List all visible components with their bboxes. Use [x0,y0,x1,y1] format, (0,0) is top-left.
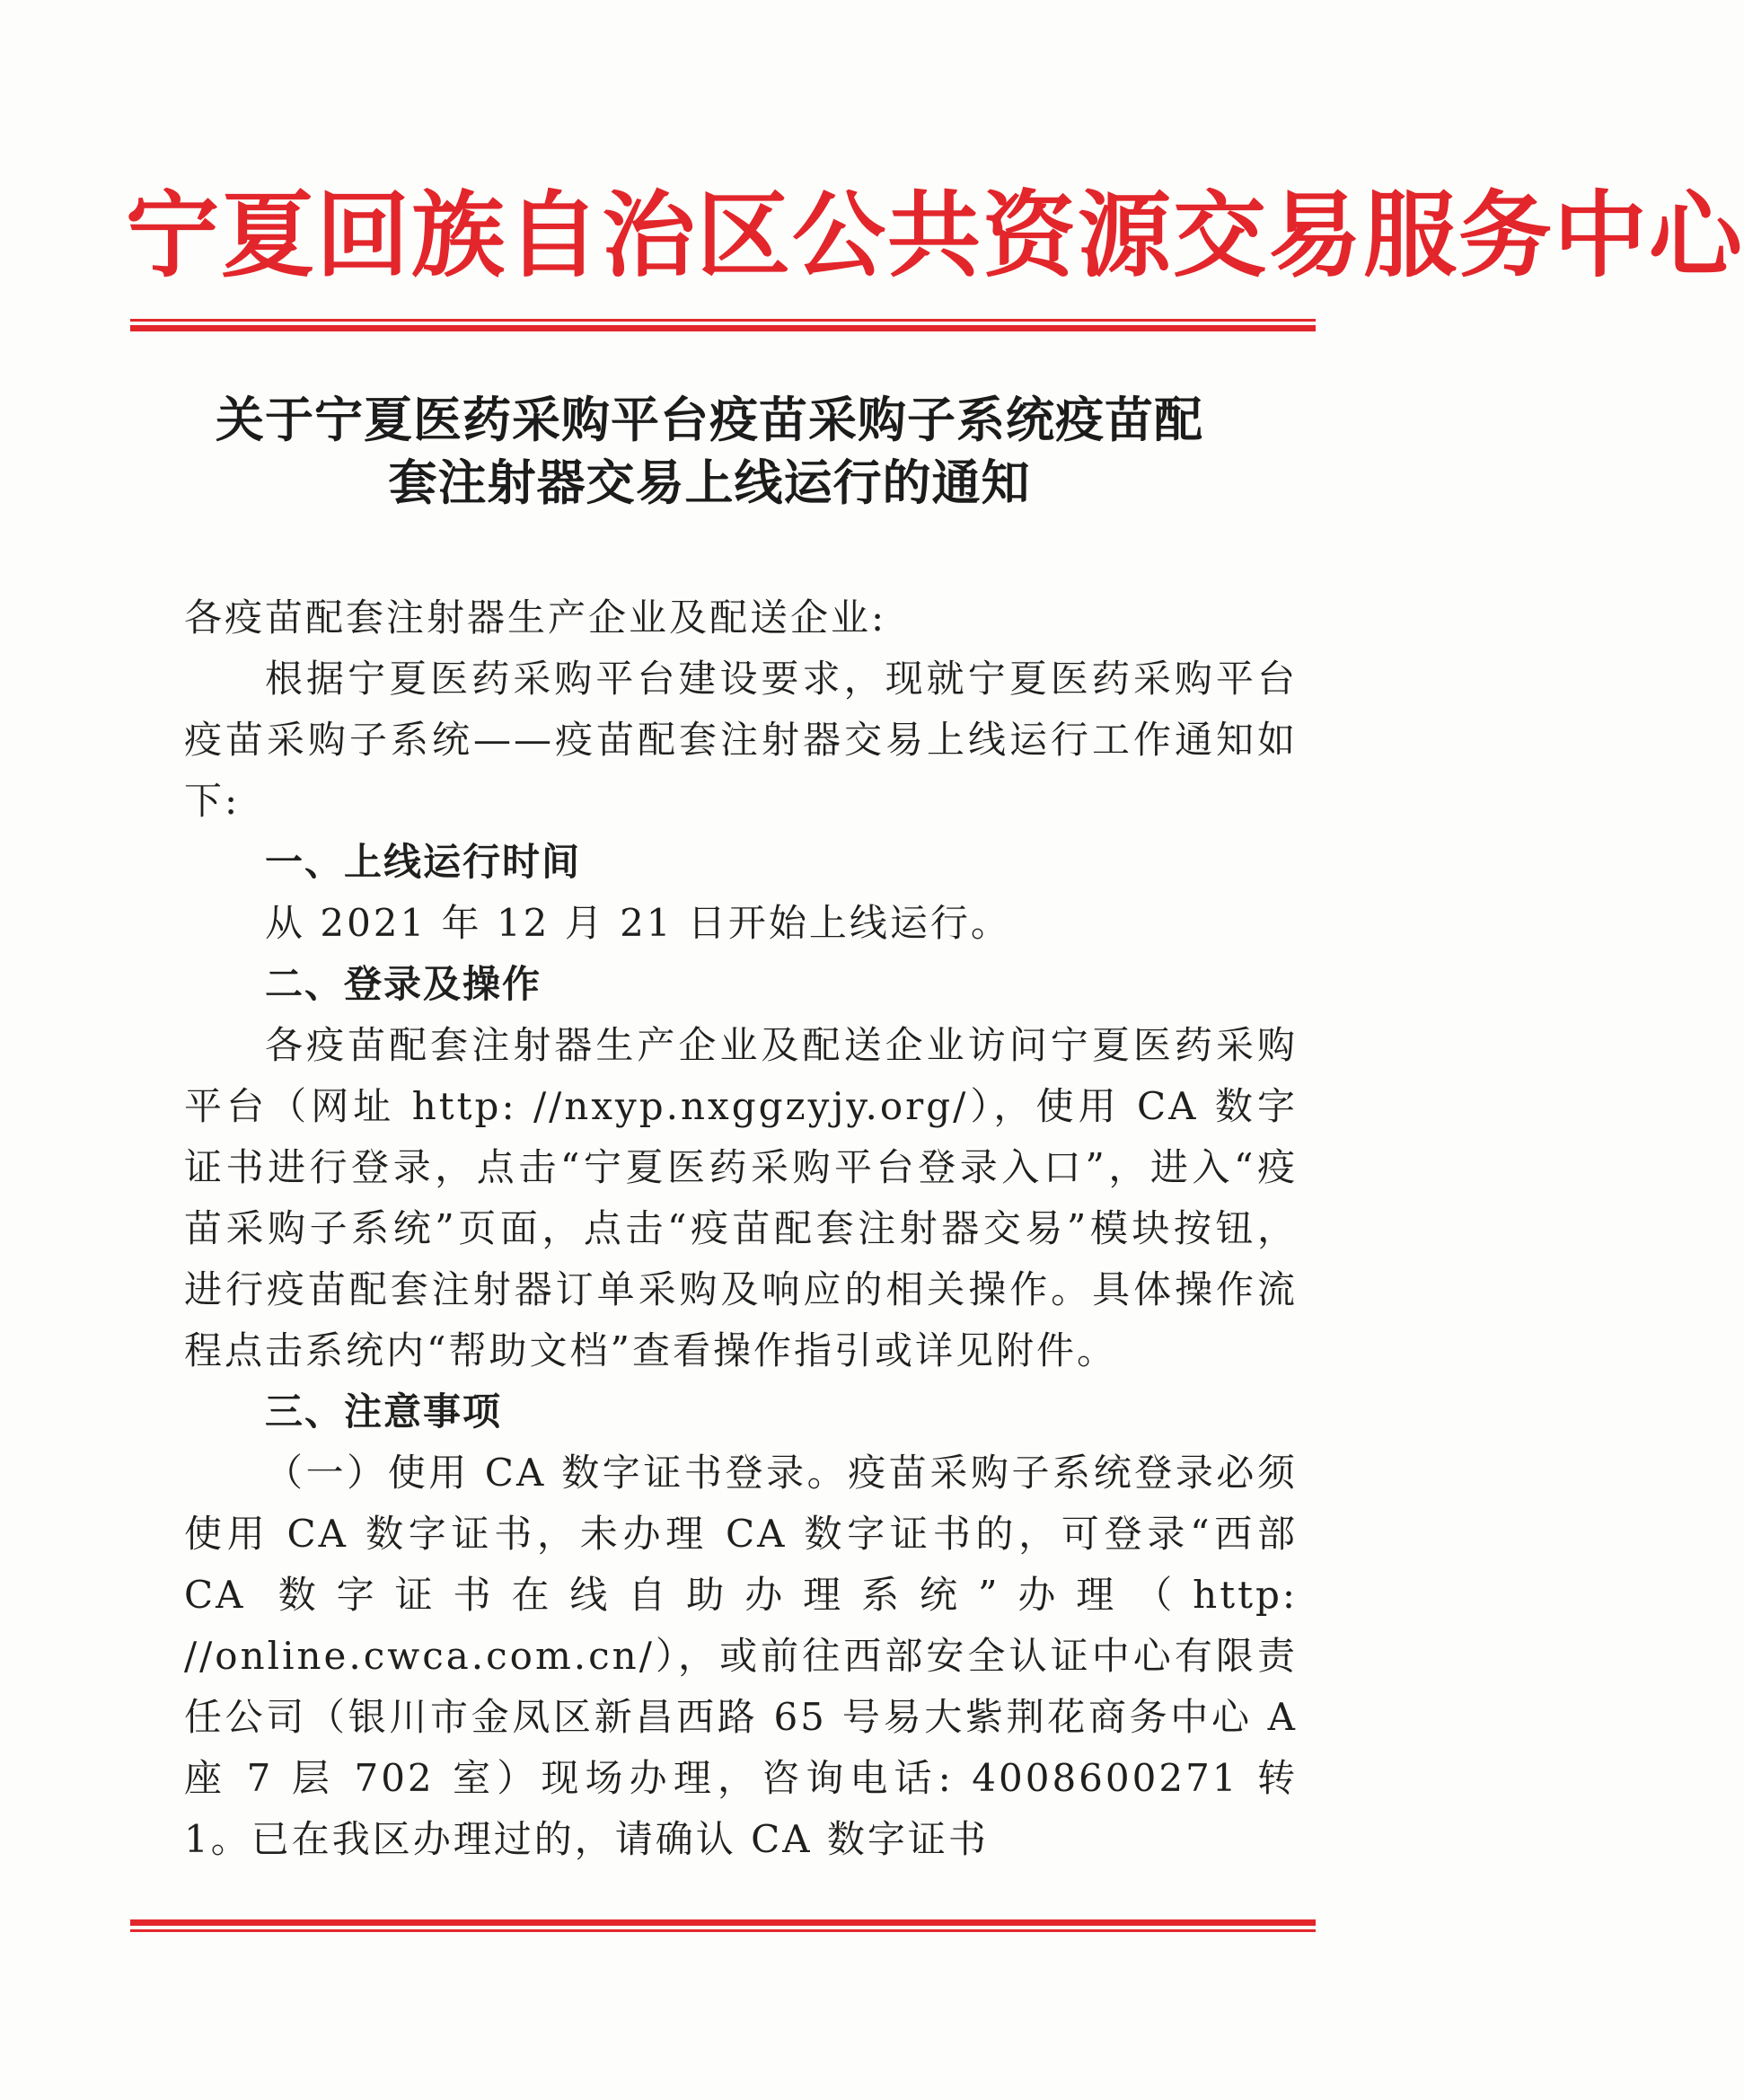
footer-rule-thick [130,1919,1316,1926]
header-rule-thick [130,325,1316,331]
document-title [135,388,1284,514]
organization-header: 宁夏回族自治区公共资源交易服务中心 [126,180,1744,290]
section1-heading: 一、上线运行时间 [265,840,582,884]
document-title-line2: 套注射器交易上线运行的通知 [388,454,1031,511]
section3-heading: 三、注意事项 [265,1390,503,1434]
section2-paragraph: 各疫苗配套注射器生产企业及配送企业访问宁夏医药采购平台（网址 http: //nxyp.nxggzyjy.org/），使用 CA 数字证书进行登录，点击“宁夏医药采购平台登录入口”，进入“疫苗采购子系统”页面，点击“疫苗配套注射器交易”模块按钮，进行疫苗配套注射器订单采购及响应的相关操作。具体操作流程点击系统内“帮助文档”查看操作指引或详见附件。 [184,1023,1298,1372]
salutation: 各疫苗配套注射器生产企业及配送企业: [184,596,887,640]
section1-paragraph: 从 2021 年 12 月 21 日开始上线运行。 [265,901,1011,945]
document-body [184,587,1298,1870]
footer-rule-thin [130,1929,1316,1932]
intro-paragraph: 根据宁夏医药采购平台建设要求，现就宁夏医药采购平台疫苗采购子系统——疫苗配套注射器交易上线运行工作通知如下: [184,657,1298,823]
section2-heading: 二、登录及操作 [265,962,542,1006]
header-rule-thin [130,319,1316,322]
document-title-line1: 关于宁夏医药采购平台疫苗采购子系统疫苗配 [216,391,1203,448]
section3-paragraph: （一）使用 CA 数字证书登录。疫苗采购子系统登录必须使用 CA 数字证书，未办理 CA 数字证书的，可登录“西部 CA 数字证书在线自助办理系统”办理（http: //online.cwca.com.cn/），或前往西部安全认证中心有限责任公司（银川市金凤区新昌西路 65 号易大紫荆花商务中心 A 座 7 层 702 室）现场办理，咨询电话: 4008600271 转 1。已在我区办理过的，请确认 CA 数字证书 [184,1451,1298,1861]
